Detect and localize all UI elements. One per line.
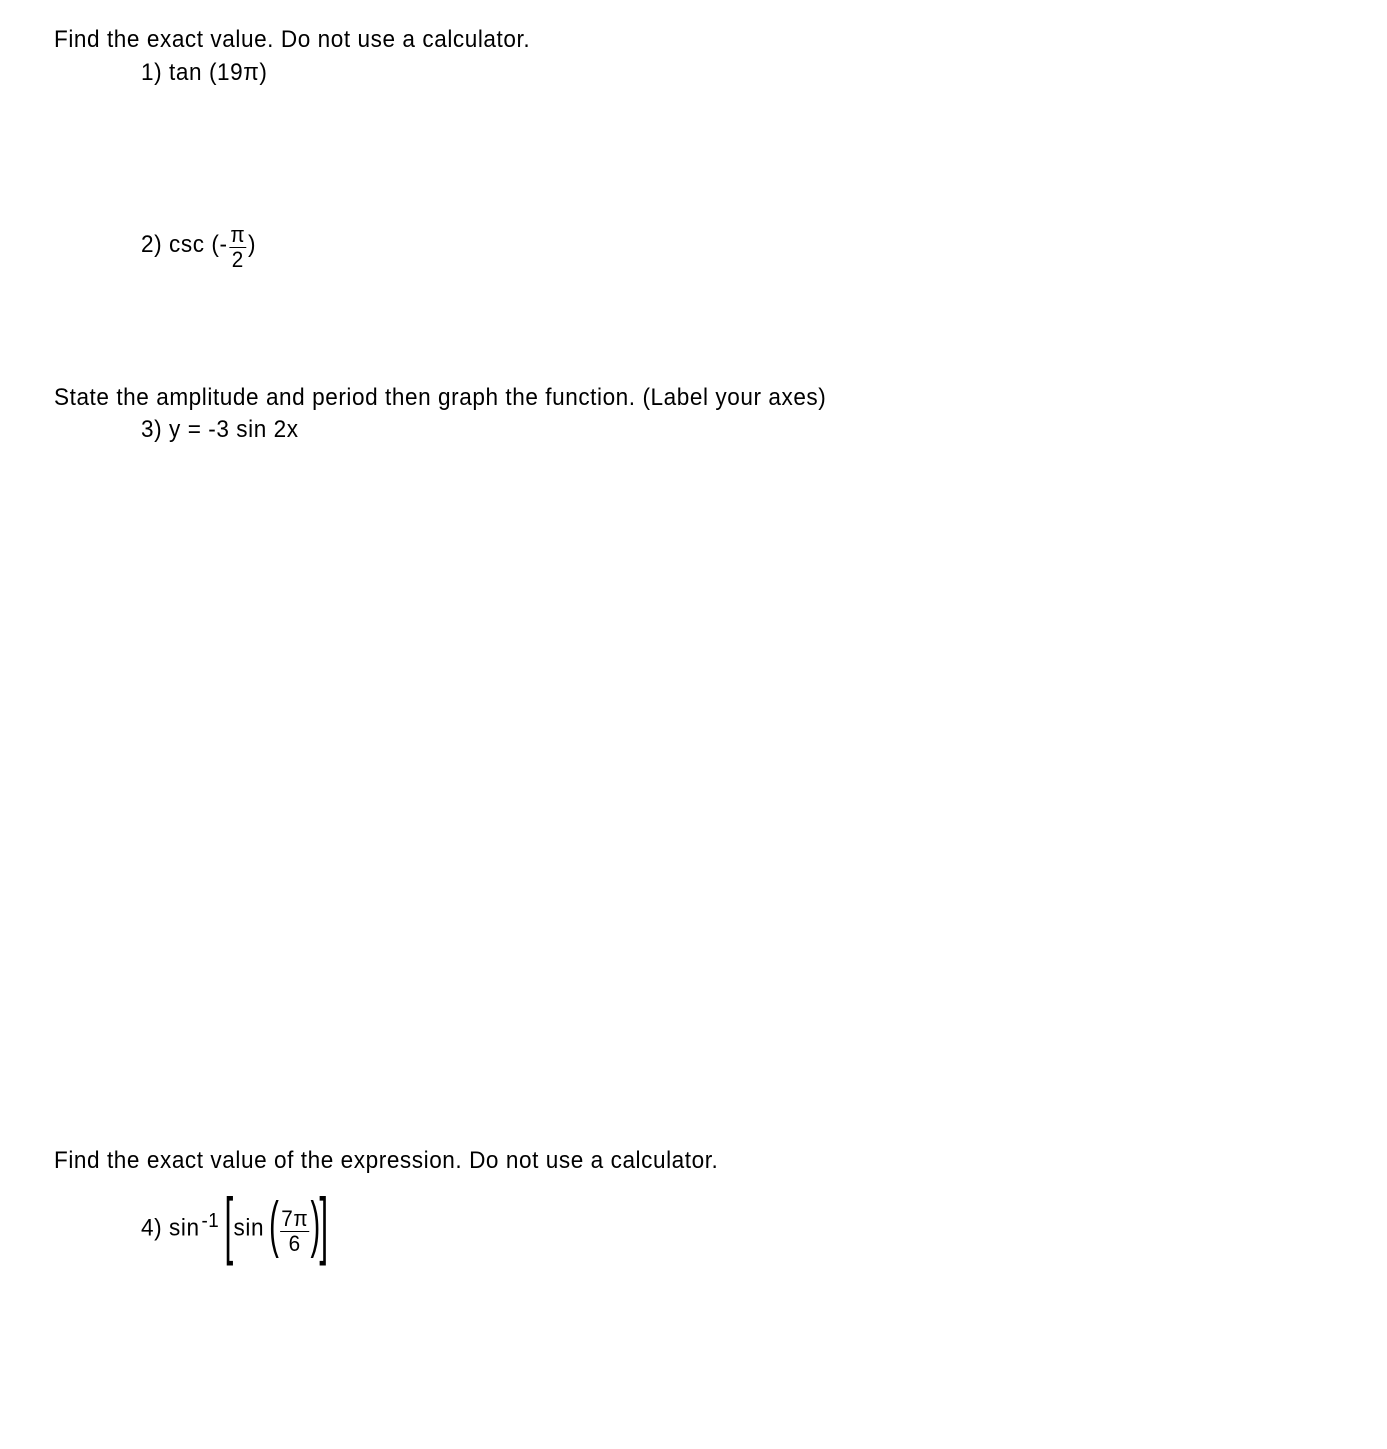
- section-2-instruction: State the amplitude and period then graph the function. (Label your axes): [54, 384, 827, 411]
- problem-2-fraction: [229, 224, 246, 271]
- problem-2-function: csc: [169, 230, 205, 258]
- problem-4-denominator: 6: [288, 1230, 301, 1256]
- problem-4-number: 4): [141, 1214, 163, 1242]
- section-1-instruction: Find the exact value. Do not use a calculator.: [54, 26, 531, 53]
- problem-2-denominator: 2: [231, 247, 244, 272]
- problem-4-right-paren: ): [310, 1190, 321, 1260]
- problem-3-number: 3): [141, 416, 163, 443]
- problem-4-exponent: -1: [201, 1209, 220, 1232]
- problem-4-inner-function: sin: [233, 1214, 265, 1242]
- problem-1-number: 1): [141, 59, 163, 86]
- problem-1: [141, 61, 267, 85]
- problem-4-function: sin: [169, 1214, 200, 1242]
- problem-4-left-bracket: [: [224, 1183, 234, 1266]
- problem-1-function: tan: [169, 59, 203, 86]
- problem-4-fraction: [280, 1205, 309, 1256]
- problem-4-left-paren: (: [269, 1190, 280, 1260]
- problem-2-number: 2): [141, 230, 163, 258]
- problem-4-numerator: 7π: [281, 1205, 309, 1231]
- problem-4-right-bracket: ]: [319, 1183, 329, 1266]
- problem-4: [141, 1183, 329, 1266]
- problem-2-close: ): [248, 230, 257, 258]
- problem-2-open: (-: [211, 230, 228, 258]
- problem-2-numerator: π: [230, 222, 246, 247]
- section-3-instruction: Find the exact value of the expression. Do not use a calculator.: [54, 1147, 719, 1174]
- problem-3-expression: y = -3 sin 2x: [169, 416, 299, 443]
- problem-2: [141, 222, 257, 272]
- problem-1-argument: (19π): [208, 59, 268, 86]
- problem-3: [141, 418, 299, 442]
